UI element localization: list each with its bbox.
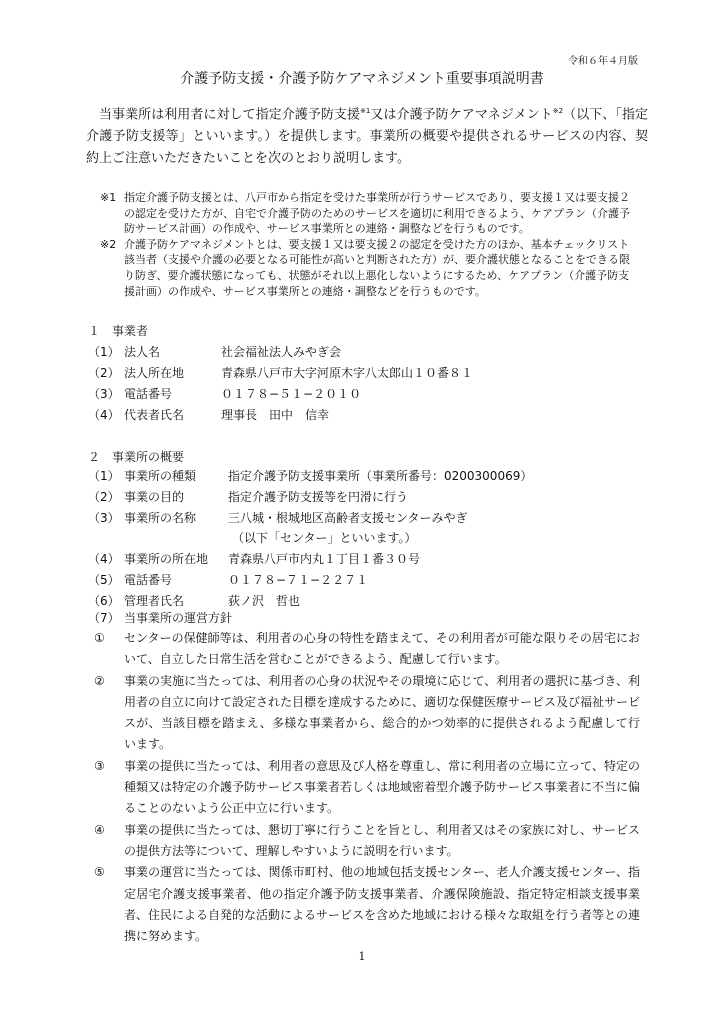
row-number: （2）	[88, 490, 120, 504]
section1-row	[88, 342, 342, 362]
row-number: （1）	[88, 469, 120, 483]
row-number: （4）	[88, 408, 120, 422]
footnote-ref-1: ※1	[360, 107, 371, 115]
row-value: 青森県八戸市内丸１丁目１番３０号	[228, 552, 421, 566]
section1-row	[88, 363, 474, 383]
row-label: 事業所の所在地	[124, 552, 209, 566]
row-value: （以下「センター」といいます。）	[232, 531, 417, 545]
intro-text-1: 当事業所は利用者に対して指定介護予防支援	[99, 107, 360, 123]
row-value: ０１７８−５１−２０１０	[221, 387, 362, 401]
policy-number: ②	[94, 673, 105, 688]
note-text: 介護予防ケアマネジメントとは、要支援１又は要支援２の認定を受けた方のほか、基本チェックリスト該当者（支援や介護の必要となる可能性が高いと判断された方）が、要介護状態となることをできる限り防ぎ、要介護状態になっても、状態がそれ以上悪化しないようにするため、ケアプラン（介護予防支援計画）の作成や、サービス事業所との連絡・調整などを行うものです。	[124, 237, 630, 298]
policy-item	[94, 820, 640, 863]
row-label: 事業所の名称	[124, 511, 197, 525]
section2-heading: ２ 事業所の概要	[88, 450, 185, 464]
policy-list	[94, 628, 640, 947]
section2-row	[88, 549, 421, 569]
row-number: （1）	[88, 345, 120, 359]
row-label: 電話番号	[124, 573, 173, 587]
policy-number: ④	[94, 822, 105, 837]
policy-number: ①	[94, 631, 105, 645]
policy-item	[94, 862, 640, 947]
policy-item	[94, 671, 640, 756]
row-number: （2）	[88, 366, 120, 380]
section1-heading: １ 事業者	[88, 324, 149, 338]
policy-number: ⑤	[94, 865, 105, 880]
row-value: 理事長 田中 信幸	[221, 408, 330, 422]
row-label: 代表者氏名	[124, 408, 185, 422]
row-number: （4）	[88, 552, 120, 566]
footnote-ref-2: ※2	[552, 107, 564, 115]
row-number: （5）	[88, 573, 120, 587]
row-number: （7）	[88, 611, 120, 625]
row-value: 指定介護予防支援事業所（事業所番号：0200300069）	[228, 469, 533, 483]
policy-text: 事業の運営に当たっては、関係市町村、他の地域包括支援センター、老人介護支援センター、指定居宅介護支援事業者、他の指定介護予防支援事業者、介護保険施設、指定特定相談支援事業者、住民による自発的な活動によるサービスを含めた地域における様々な取組を行う者等との連携に努めます。	[124, 865, 641, 944]
intro-paragraph	[86, 100, 648, 170]
policy-text: 事業の提供に当たっては、懇切丁寧に行うことを旨とし、利用者又はその家族に対し、サービスの提供方法等について、理解しやすいように説明を行います。	[124, 822, 641, 858]
policy-text: センターの保健師等は、利用者の心身の特性を踏まえて、その利用者が可能な限りその居宅において、自立した日常生活を営むことができるよう、配慮して行います。	[124, 631, 640, 667]
page-number: 1	[358, 950, 366, 963]
footnotes	[100, 190, 640, 299]
note-text: 指定介護予防支援とは、八戸市から指定を受けた事業所が行うサービスであり、要支援１又は要支援２の認定を受けた方が、自宅で介護予防のためのサービスを適切に利用できるよう、ケアプラン（介護予防サービス計画）の作成や、サービス事業所との連絡・調整などを行うものです。	[124, 191, 630, 236]
policy-text: 事業の実施に当たっては、利用者の心身の状況やその環境に応じて、利用者の選択に基づき、利用者の自立に向けて設定された目標を達成するために、適切な保健医療サービス及び福祉サービスが、当該目標を踏まえ、多様な事業者から、総合的かつ効率的に提供されるよう配慮して行います。	[124, 673, 641, 752]
section1-row	[88, 384, 362, 404]
note-2	[100, 237, 640, 299]
section2-row	[88, 508, 468, 528]
section2-row	[88, 608, 232, 628]
document-title: 介護予防支援・介護予防ケアマネジメント重要事項説明書	[180, 71, 544, 87]
row-value: 三八城・根城地区高齢者支援センターみやぎ	[228, 511, 468, 525]
section2-row	[88, 466, 533, 486]
row-label: 当事業所の運営方針	[124, 611, 233, 625]
note-mark: ※2	[100, 237, 117, 251]
row-number: （3）	[88, 387, 120, 401]
policy-number: ③	[94, 758, 105, 773]
row-label: 電話番号	[124, 387, 173, 401]
note-mark: ※1	[100, 191, 117, 204]
row-number: （6）	[88, 594, 120, 608]
row-label: 事業の目的	[124, 490, 185, 504]
intro-text-3: （以下、「指定介護予防支援等」といいます。）を提供します。事業所の概要や提供されるサービスの内容、契約上ご注意いただきたいことを次のとおり説明します。	[86, 107, 648, 167]
row-number: （3）	[88, 511, 120, 525]
section2-row	[88, 570, 369, 590]
section2-row	[88, 487, 409, 507]
row-value: 青森県八戸市大字河原木字八太郎山１０番８１	[221, 366, 474, 380]
edition-label: 令和６年４月版	[568, 56, 638, 67]
row-label: 法人名	[124, 345, 161, 359]
note-1	[100, 190, 640, 237]
row-value: 指定介護予防支援等を円滑に行う	[228, 490, 409, 504]
section1-row	[88, 405, 330, 425]
row-label: 事業所の種類	[124, 469, 197, 483]
row-label: 法人所在地	[124, 366, 185, 380]
policy-text: 事業の提供に当たっては、利用者の意思及び人格を尊重し、常に利用者の立場に立って、特定の種類又は特定の介護予防サービス事業者若しくは地域密着型介護予防サービス事業者に不当に偏ることのないよう公正中立に行います。	[124, 758, 641, 816]
row-value: ０１７８−７１−２２７１	[228, 573, 369, 587]
intro-text-2: 又は介護予防ケアマネジメント	[370, 107, 553, 123]
row-value: 荻ノ沢 哲也	[228, 594, 301, 608]
policy-item	[94, 756, 640, 820]
row-label: 管理者氏名	[124, 594, 185, 608]
policy-item	[94, 628, 640, 671]
row-value: 社会福祉法人みやぎ会	[221, 345, 342, 359]
